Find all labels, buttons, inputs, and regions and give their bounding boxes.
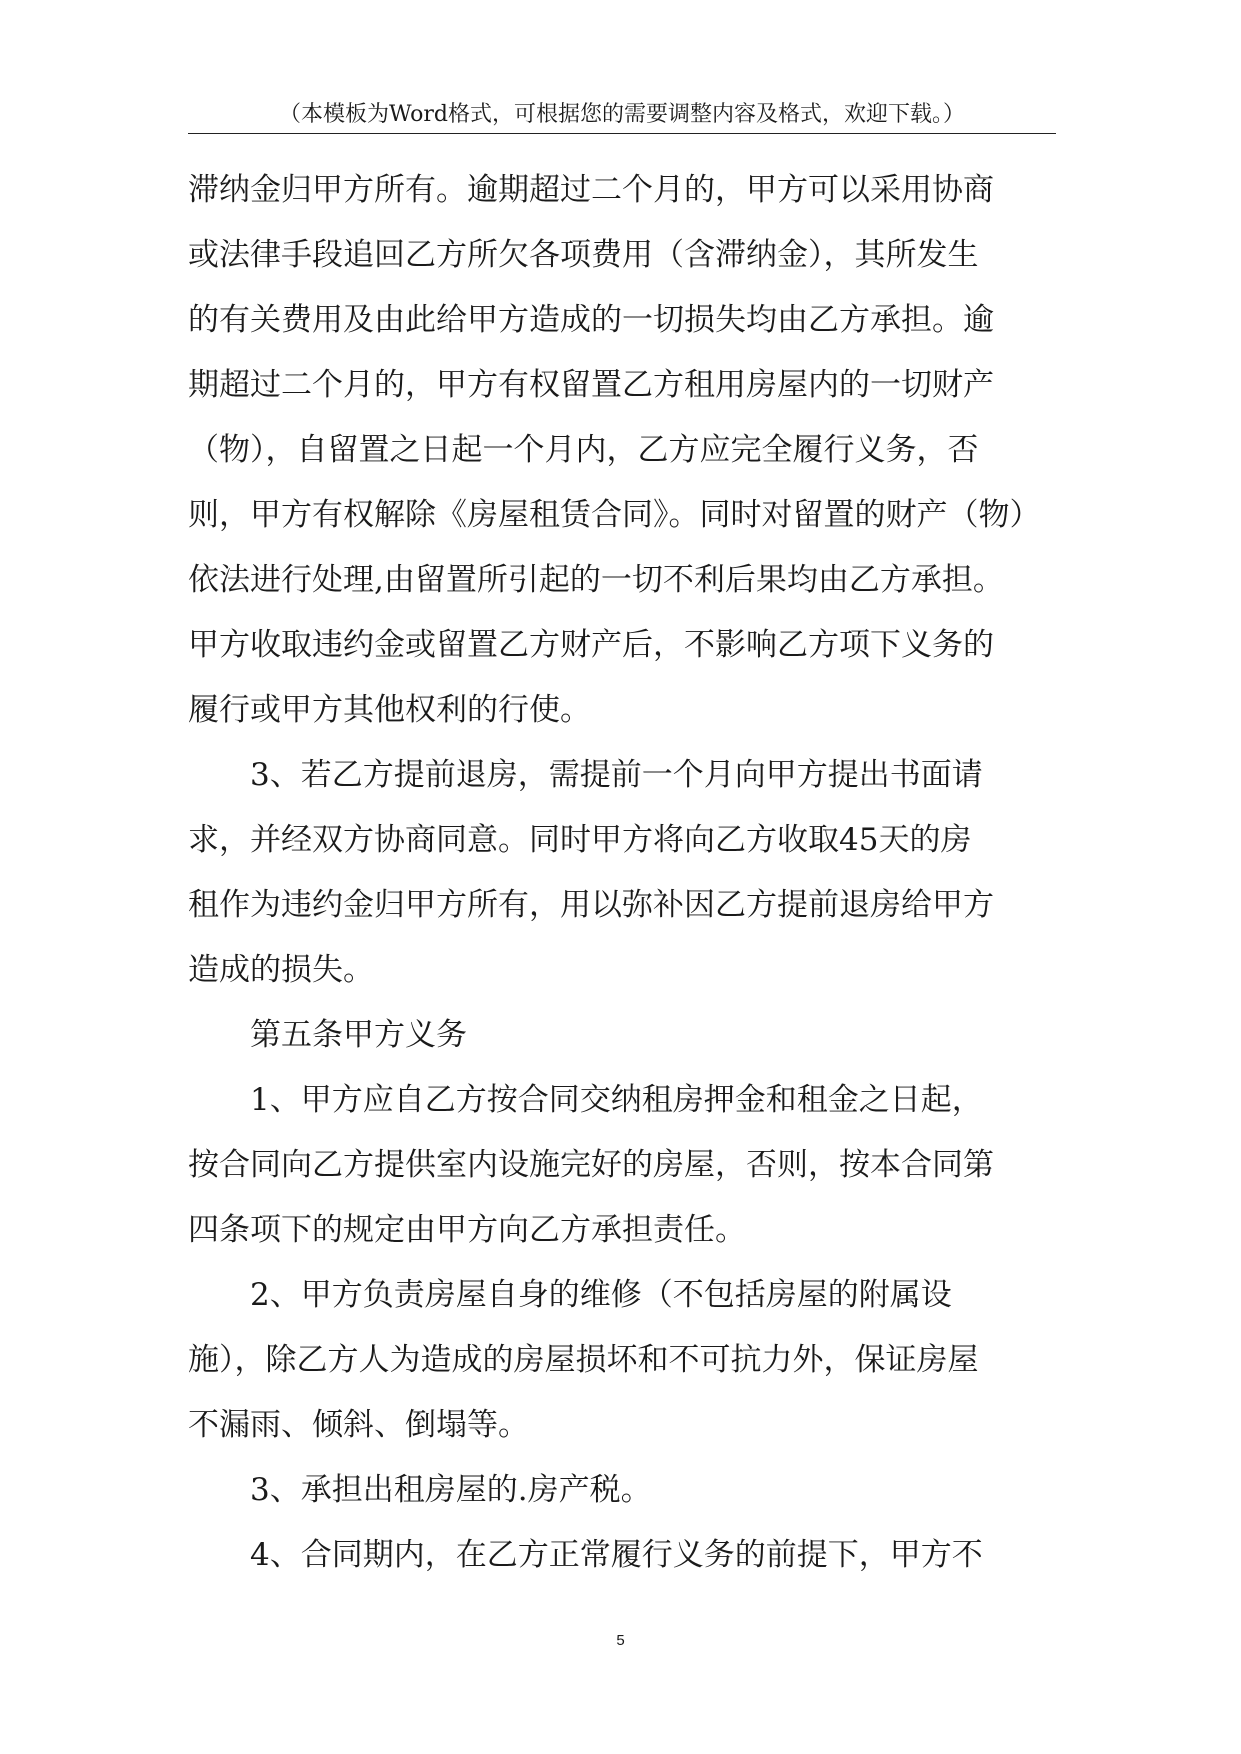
text-line: 按合同向乙方提供室内设施完好的房屋，否则，按本合同第	[188, 1147, 994, 1183]
text-line: 的有关费用及由此给甲方造成的一切损失均由乙方承担。逾	[188, 302, 994, 338]
text-line: 则，甲方有权解除《房屋租赁合同》。同时对留置的财产（物）	[188, 497, 1041, 533]
text-line: 履行或甲方其他权利的行使。	[188, 692, 591, 728]
text-line: 依法进行处理,由留置所引起的一切不利后果均由乙方承担。	[188, 562, 1004, 598]
text-line: （物），自留置之日起一个月内，乙方应完全履行义务，否	[188, 432, 979, 468]
text-line: 滞纳金归甲方所有。逾期超过二个月的，甲方可以采用协商	[188, 172, 994, 208]
text-line: 四条项下的规定由甲方向乙方承担责任。	[188, 1212, 746, 1248]
text-line: 第五条甲方义务	[250, 1017, 467, 1053]
header-note: （本模板为Word格式，可根据您的需要调整内容及格式，欢迎下载。）	[279, 102, 965, 127]
text-line: 期超过二个月的，甲方有权留置乙方租用房屋内的一切财产	[188, 367, 994, 403]
text-line: 施），除乙方人为造成的房屋损坏和不可抗力外，保证房屋	[188, 1342, 979, 1378]
text-line: 1、甲方应自乙方按合同交纳租房押金和租金之日起，	[250, 1082, 983, 1118]
header-divider	[188, 133, 1056, 134]
text-line: 2、甲方负责房屋自身的维修（不包括房屋的附属设	[250, 1277, 952, 1313]
text-line: 租作为违约金归甲方所有，用以弥补因乙方提前退房给甲方	[188, 887, 994, 923]
text-line: 或法律手段追回乙方所欠各项费用（含滞纳金），其所发生	[188, 237, 979, 273]
text-line: 3、若乙方提前退房，需提前一个月向甲方提出书面请	[250, 757, 983, 793]
text-line: 不漏雨、倾斜、倒塌等。	[188, 1407, 529, 1443]
text-line: 造成的损失。	[188, 952, 374, 988]
document-body	[188, 158, 1068, 1588]
text-line: 3、承担出租房屋的.房产税。	[250, 1472, 652, 1508]
page-number: 5	[616, 1632, 625, 1649]
text-line: 求，并经双方协商同意。同时甲方将向乙方收取45天的房	[188, 822, 972, 858]
text-line: 4、合同期内，在乙方正常履行义务的前提下，甲方不	[250, 1537, 983, 1573]
text-line: 甲方收取违约金或留置乙方财产后，不影响乙方项下义务的	[188, 627, 994, 663]
